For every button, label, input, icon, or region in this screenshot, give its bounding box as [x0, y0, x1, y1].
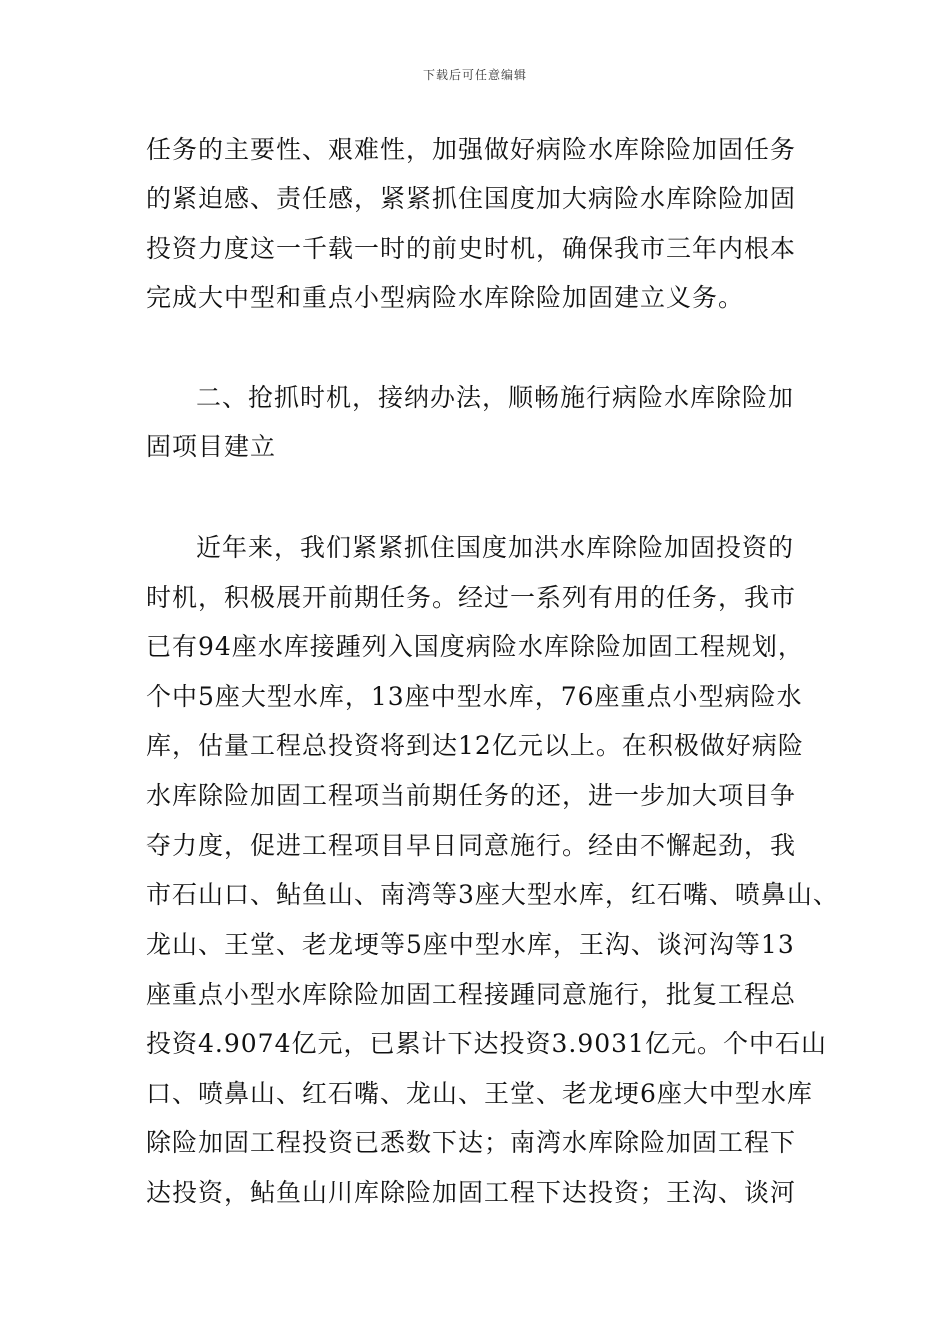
text-line: 市石山口、鲇鱼山、南湾等3座大型水库，红石嘴、喷鼻山、 [146, 880, 839, 909]
text-line: 时机，积极展开前期任务。经过一系列有用的任务，我市 [146, 583, 797, 612]
section-heading: 二、抢抓时机，接纳办法，顺畅施行病险水库除险加 [196, 383, 795, 412]
text-line: 完成大中型和重点小型病险水库除险加固建立义务。 [146, 283, 745, 312]
text-line: 除险加固工程投资已悉数下达；南湾水库除险加固工程下 [146, 1128, 797, 1157]
text-line: 近年来，我们紧紧抓住国度加洪水库除险加固投资的 [196, 533, 795, 562]
text-line: 的紧迫感、责任感，紧紧抓住国度加大病险水库除险加固 [146, 184, 797, 213]
text-line: 水库除险加固工程项当前期任务的还，进一步加大项目争 [146, 781, 797, 810]
page-header: 下载后可任意编辑 [422, 68, 527, 82]
text-line: 座重点小型水库除险加固工程接踵同意施行，批复工程总 [146, 980, 797, 1009]
text-line: 龙山、王堂、老龙埂等5座中型水库，王沟、谈河沟等13 [146, 930, 795, 959]
text-line: 投资4.9074亿元，已累计下达投资3.9031亿元。个中石山 [146, 1029, 827, 1058]
text-line: 个中5座大型水库，13座中型水库，76座重点小型病险水 [146, 682, 803, 711]
text-line: 投资力度这一千载一时的前史时机，确保我市三年内根本 [146, 234, 797, 263]
text-line: 已有94座水库接踵列入国度病险水库除险加固工程规划， [146, 632, 804, 661]
section-heading-continued: 固项目建立 [146, 432, 277, 461]
text-line: 达投资，鲇鱼山川库除险加固工程下达投资；王沟、谈河 [146, 1178, 797, 1207]
text-line: 夺力度，促进工程项目早日同意施行。经由不懈起劲，我 [146, 831, 797, 860]
text-line: 任务的主要性、艰难性，加强做好病险水库除险加固任务 [146, 135, 797, 164]
text-line: 库，估量工程总投资将到达12亿元以上。在积极做好病险 [146, 731, 804, 760]
text-line: 口、喷鼻山、红石嘴、龙山、王堂、老龙埂6座大中型水库 [146, 1079, 813, 1108]
